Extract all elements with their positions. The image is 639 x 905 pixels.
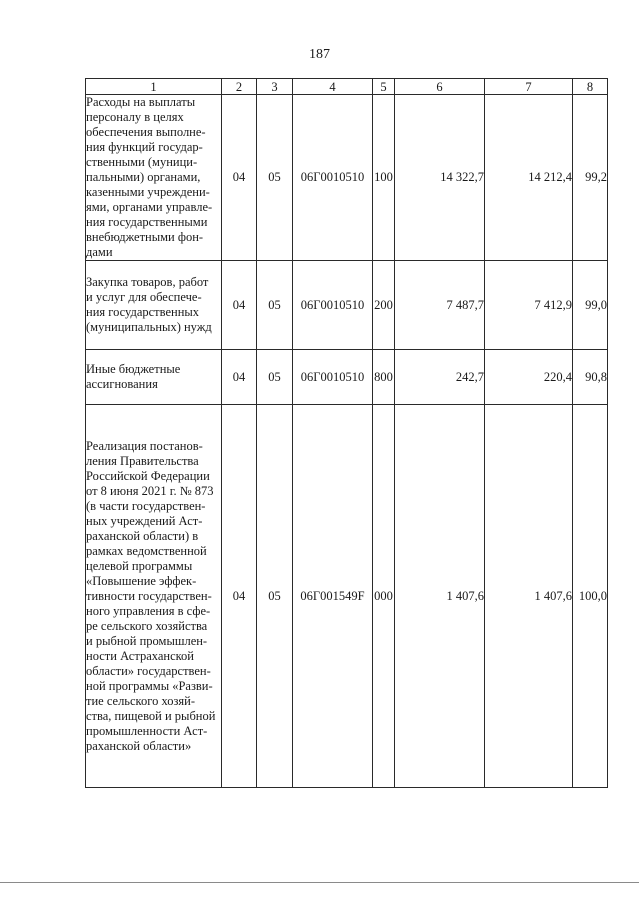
header-col-4: 4 [293, 79, 373, 95]
header-col-6: 6 [395, 79, 485, 95]
subsection-code: 05 [257, 261, 293, 350]
amount-planned: 14 322,7 [395, 95, 485, 261]
table-row [86, 261, 608, 350]
row-description [86, 350, 222, 405]
expense-type-code: 800 [373, 350, 395, 405]
header-col-7: 7 [485, 79, 573, 95]
row-description [86, 261, 222, 350]
table-row [86, 405, 608, 788]
amount-executed: 7 412,9 [485, 261, 573, 350]
execution-percent: 99,0 [573, 261, 608, 350]
section-code: 04 [222, 261, 257, 350]
scan-bottom-edge [0, 882, 639, 883]
page-number: 187 [309, 47, 330, 62]
section-code: 04 [222, 95, 257, 261]
expense-type-code: 100 [373, 95, 395, 261]
target-article-code: 06Г0010510 [293, 95, 373, 261]
target-article-code: 06Г0010510 [293, 261, 373, 350]
row-description-text: Иные бюджетные ассигнования [86, 362, 181, 391]
execution-percent: 90,8 [573, 350, 608, 405]
row-description-text: Расходы на выплаты персоналу в целях обеспечения выполне- ния функций государ- ственными (муници- пальными) органами, казенными учреждени- ями, органами управле- ния государственными внебюджетными фон- дами [86, 95, 213, 259]
row-description [86, 405, 222, 788]
execution-percent: 99,2 [573, 95, 608, 261]
expense-type-code: 000 [373, 405, 395, 788]
table-row [86, 350, 608, 405]
target-article-code: 06Г001549F [293, 405, 373, 788]
subsection-code: 05 [257, 95, 293, 261]
table-row [86, 95, 608, 261]
budget-table [85, 78, 608, 788]
section-code: 04 [222, 350, 257, 405]
header-row [86, 79, 608, 95]
amount-executed: 1 407,6 [485, 405, 573, 788]
amount-planned: 7 487,7 [395, 261, 485, 350]
header-col-8: 8 [573, 79, 608, 95]
row-description-text: Закупка товаров, работ и услуг для обеспече- ния государственных (муниципальных) нужд [86, 275, 212, 334]
amount-executed: 14 212,4 [485, 95, 573, 261]
row-description [86, 95, 222, 261]
execution-percent: 100,0 [573, 405, 608, 788]
expense-type-code: 200 [373, 261, 395, 350]
section-code: 04 [222, 405, 257, 788]
row-description-text: Реализация постанов- ления Правительства Российской Федерации от 8 июня 2021 г. № 873 (в части государствен- ных учреждений Аст- раханской области) в рамках ведомственной целевой программы «Повышение эффек- тивности государствен- ного управления в сфе- ре сельского хозяйства и рыбной промышлен- ности Астраханской области» государствен- ной программы «Разви- тие сельского хозяй- ства, пищевой и рыбной промышленности Аст- раханской области» [86, 438, 216, 753]
amount-executed: 220,4 [485, 350, 573, 405]
header-col-1: 1 [86, 79, 222, 95]
amount-planned: 1 407,6 [395, 405, 485, 788]
header-col-2: 2 [222, 79, 257, 95]
header-col-3: 3 [257, 79, 293, 95]
amount-planned: 242,7 [395, 350, 485, 405]
header-col-5: 5 [373, 79, 395, 95]
subsection-code: 05 [257, 350, 293, 405]
target-article-code: 06Г0010510 [293, 350, 373, 405]
subsection-code: 05 [257, 405, 293, 788]
